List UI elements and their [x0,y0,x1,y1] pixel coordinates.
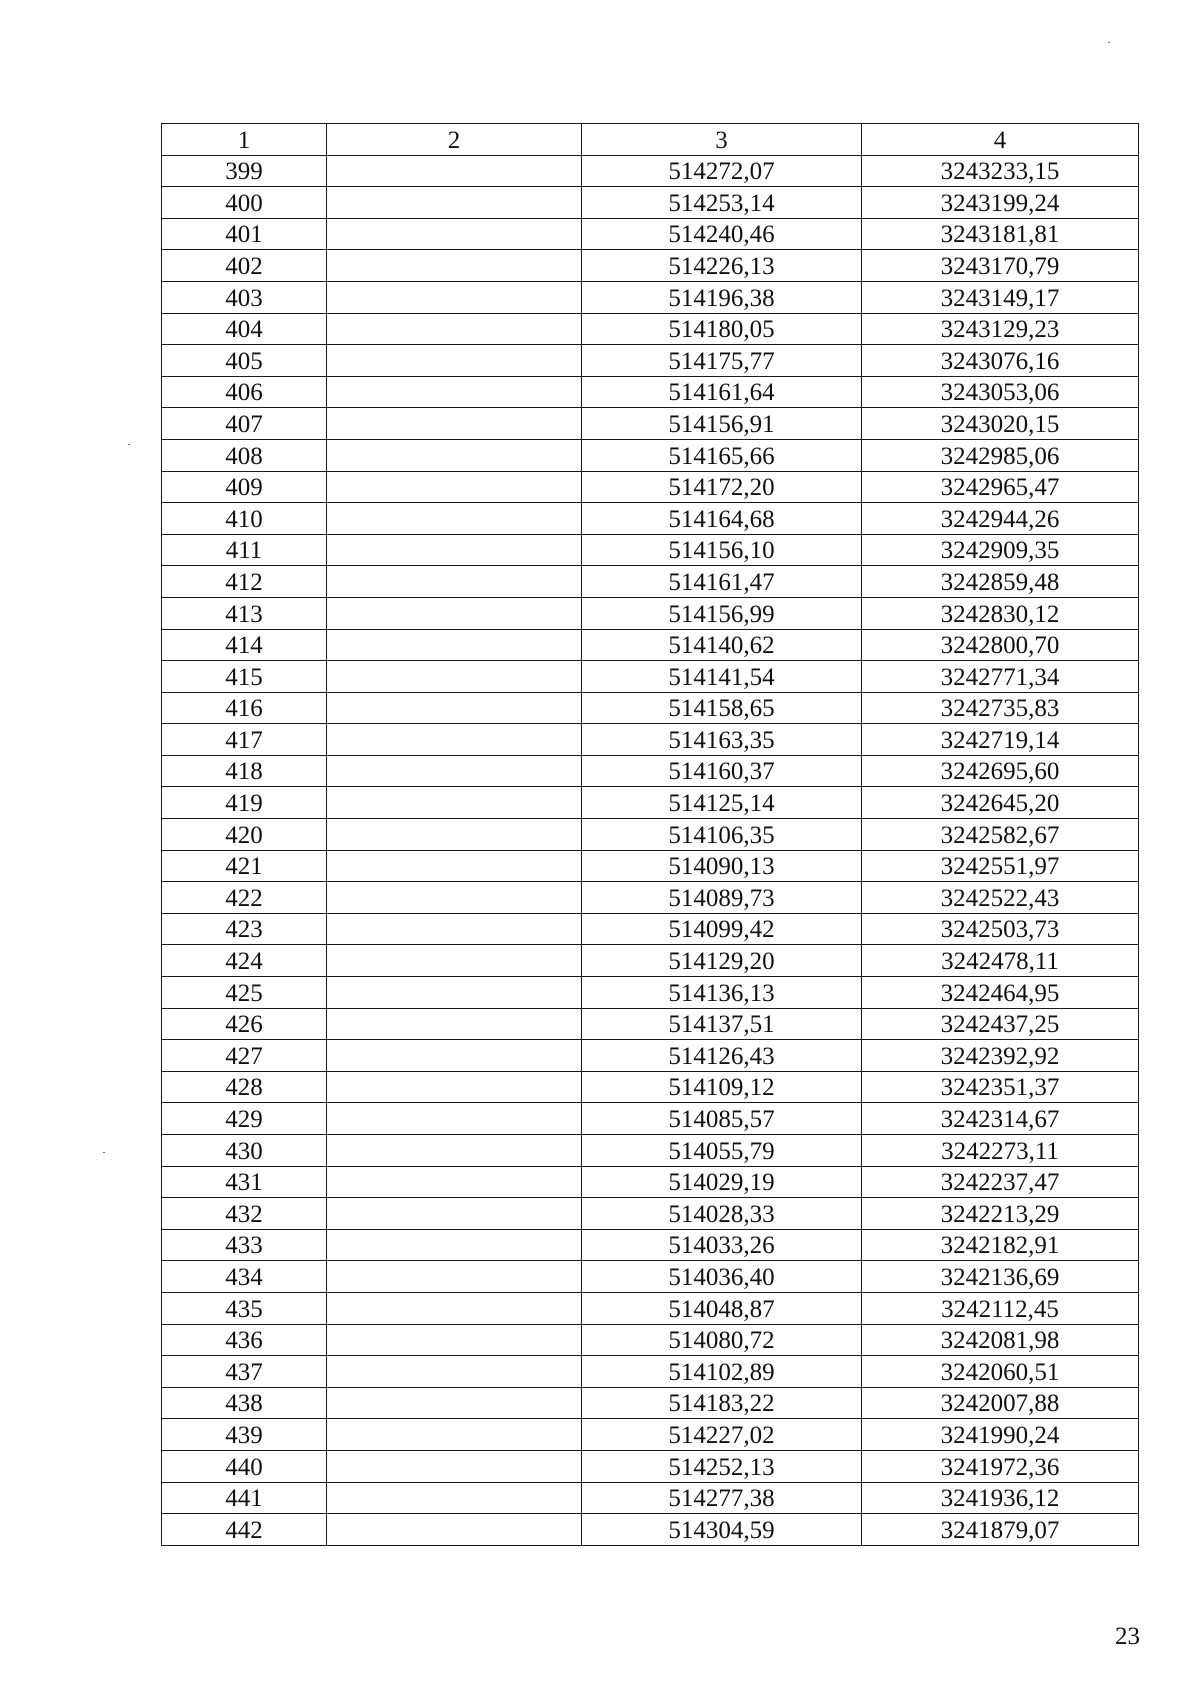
empty-cell [327,376,582,408]
point-number-cell: 413 [162,597,327,629]
table-body [162,155,1139,1545]
coordinates-table [161,123,1139,1546]
point-number-cell: 414 [162,629,327,661]
x-coordinate-cell: 514172,20 [582,471,862,503]
table-row [162,439,1139,471]
table-row [162,1103,1139,1135]
table-row [162,1166,1139,1198]
point-number-cell: 419 [162,787,327,819]
table-row [162,1356,1139,1388]
x-coordinate-cell: 514160,37 [582,755,862,787]
x-coordinate-cell: 514106,35 [582,819,862,851]
table-row [162,850,1139,882]
empty-cell [327,1008,582,1040]
empty-cell [327,345,582,377]
x-coordinate-cell: 514125,14 [582,787,862,819]
y-coordinate-cell: 3242437,25 [862,1008,1139,1040]
table-row [162,1229,1139,1261]
x-coordinate-cell: 514175,77 [582,345,862,377]
table-row [162,503,1139,535]
x-coordinate-cell: 514089,73 [582,882,862,914]
y-coordinate-cell: 3241879,07 [862,1514,1139,1546]
y-coordinate-cell: 3242136,69 [862,1261,1139,1293]
point-number-cell: 433 [162,1229,327,1261]
point-number-cell: 441 [162,1482,327,1514]
x-coordinate-cell: 514240,46 [582,218,862,250]
empty-cell [327,313,582,345]
empty-cell [327,755,582,787]
x-coordinate-cell: 514028,33 [582,1198,862,1230]
empty-cell [327,850,582,882]
scan-speck [1108,42,1110,43]
y-coordinate-cell: 3242551,97 [862,850,1139,882]
point-number-cell: 432 [162,1198,327,1230]
empty-cell [327,1198,582,1230]
table-row [162,534,1139,566]
table-row [162,1008,1139,1040]
empty-cell [327,1356,582,1388]
y-coordinate-cell: 3243020,15 [862,408,1139,440]
table-row [162,1261,1139,1293]
table-row [162,913,1139,945]
y-coordinate-cell: 3242645,20 [862,787,1139,819]
x-coordinate-cell: 514163,35 [582,724,862,756]
table-row [162,218,1139,250]
table-row [162,977,1139,1009]
table-row [162,1198,1139,1230]
point-number-cell: 434 [162,1261,327,1293]
empty-cell [327,1514,582,1546]
empty-cell [327,724,582,756]
point-number-cell: 411 [162,534,327,566]
x-coordinate-cell: 514272,07 [582,155,862,187]
scan-speck [128,444,130,445]
point-number-cell: 431 [162,1166,327,1198]
empty-cell [327,1482,582,1514]
x-coordinate-cell: 514180,05 [582,313,862,345]
y-coordinate-cell: 3242182,91 [862,1229,1139,1261]
x-coordinate-cell: 514126,43 [582,1040,862,1072]
y-coordinate-cell: 3242719,14 [862,724,1139,756]
point-number-cell: 421 [162,850,327,882]
x-coordinate-cell: 514033,26 [582,1229,862,1261]
y-coordinate-cell: 3241990,24 [862,1419,1139,1451]
empty-cell [327,597,582,629]
empty-cell [327,534,582,566]
point-number-cell: 423 [162,913,327,945]
y-coordinate-cell: 3242735,83 [862,692,1139,724]
table-row [162,724,1139,756]
empty-cell [327,1071,582,1103]
y-coordinate-cell: 3243181,81 [862,218,1139,250]
x-coordinate-cell: 514085,57 [582,1103,862,1135]
table-row [162,408,1139,440]
empty-cell [327,250,582,282]
x-coordinate-cell: 514141,54 [582,661,862,693]
empty-cell [327,882,582,914]
table-row [162,471,1139,503]
y-coordinate-cell: 3242112,45 [862,1292,1139,1324]
y-coordinate-cell: 3243053,06 [862,376,1139,408]
empty-cell [327,281,582,313]
empty-cell [327,1103,582,1135]
x-coordinate-cell: 514277,38 [582,1482,862,1514]
y-coordinate-cell: 3242213,29 [862,1198,1139,1230]
point-number-cell: 415 [162,661,327,693]
point-number-cell: 404 [162,313,327,345]
empty-cell [327,1040,582,1072]
empty-cell [327,1387,582,1419]
x-coordinate-cell: 514036,40 [582,1261,862,1293]
y-coordinate-cell: 3242582,67 [862,819,1139,851]
y-coordinate-cell: 3242351,37 [862,1071,1139,1103]
y-coordinate-cell: 3242800,70 [862,629,1139,661]
empty-cell [327,1166,582,1198]
point-number-cell: 426 [162,1008,327,1040]
table-row [162,313,1139,345]
y-coordinate-cell: 3242007,88 [862,1387,1139,1419]
y-coordinate-cell: 3242859,48 [862,566,1139,598]
empty-cell [327,692,582,724]
x-coordinate-cell: 514136,13 [582,977,862,1009]
column-header-3: 3 [582,124,862,156]
point-number-cell: 442 [162,1514,327,1546]
point-number-cell: 437 [162,1356,327,1388]
empty-cell [327,1229,582,1261]
empty-cell [327,187,582,219]
y-coordinate-cell: 3242909,35 [862,534,1139,566]
y-coordinate-cell: 3241972,36 [862,1450,1139,1482]
point-number-cell: 439 [162,1419,327,1451]
x-coordinate-cell: 514164,68 [582,503,862,535]
empty-cell [327,1450,582,1482]
table-row [162,187,1139,219]
table-row [162,755,1139,787]
empty-cell [327,155,582,187]
point-number-cell: 429 [162,1103,327,1135]
table-row [162,1482,1139,1514]
empty-cell [327,787,582,819]
scan-speck [103,1152,105,1153]
empty-cell [327,819,582,851]
y-coordinate-cell: 3242314,67 [862,1103,1139,1135]
x-coordinate-cell: 514196,38 [582,281,862,313]
point-number-cell: 435 [162,1292,327,1324]
x-coordinate-cell: 514226,13 [582,250,862,282]
y-coordinate-cell: 3242273,11 [862,1135,1139,1167]
x-coordinate-cell: 514048,87 [582,1292,862,1324]
table-row [162,661,1139,693]
point-number-cell: 438 [162,1387,327,1419]
table-row [162,250,1139,282]
x-coordinate-cell: 514156,99 [582,597,862,629]
point-number-cell: 436 [162,1324,327,1356]
x-coordinate-cell: 514102,89 [582,1356,862,1388]
point-number-cell: 418 [162,755,327,787]
x-coordinate-cell: 514158,65 [582,692,862,724]
table-row [162,597,1139,629]
y-coordinate-cell: 3242522,43 [862,882,1139,914]
x-coordinate-cell: 514090,13 [582,850,862,882]
x-coordinate-cell: 514165,66 [582,439,862,471]
column-header-2: 2 [327,124,582,156]
empty-cell [327,977,582,1009]
x-coordinate-cell: 514156,91 [582,408,862,440]
empty-cell [327,1261,582,1293]
y-coordinate-cell: 3242478,11 [862,945,1139,977]
empty-cell [327,439,582,471]
point-number-cell: 424 [162,945,327,977]
empty-cell [327,1324,582,1356]
point-number-cell: 406 [162,376,327,408]
x-coordinate-cell: 514183,22 [582,1387,862,1419]
x-coordinate-cell: 514161,47 [582,566,862,598]
empty-cell [327,661,582,693]
point-number-cell: 440 [162,1450,327,1482]
y-coordinate-cell: 3243129,23 [862,313,1139,345]
empty-cell [327,945,582,977]
empty-cell [327,1419,582,1451]
table-row [162,566,1139,598]
table-row [162,1514,1139,1546]
table-row [162,692,1139,724]
point-number-cell: 420 [162,819,327,851]
column-header-1: 1 [162,124,327,156]
table-row [162,882,1139,914]
point-number-cell: 409 [162,471,327,503]
y-coordinate-cell: 3242771,34 [862,661,1139,693]
x-coordinate-cell: 514129,20 [582,945,862,977]
y-coordinate-cell: 3242944,26 [862,503,1139,535]
y-coordinate-cell: 3242503,73 [862,913,1139,945]
point-number-cell: 417 [162,724,327,756]
x-coordinate-cell: 514140,62 [582,629,862,661]
empty-cell [327,629,582,661]
point-number-cell: 416 [162,692,327,724]
table-row [162,281,1139,313]
point-number-cell: 422 [162,882,327,914]
x-coordinate-cell: 514252,13 [582,1450,862,1482]
point-number-cell: 401 [162,218,327,250]
y-coordinate-cell: 3242985,06 [862,439,1139,471]
x-coordinate-cell: 514137,51 [582,1008,862,1040]
point-number-cell: 430 [162,1135,327,1167]
point-number-cell: 412 [162,566,327,598]
table-row [162,1419,1139,1451]
x-coordinate-cell: 514161,64 [582,376,862,408]
empty-cell [327,408,582,440]
x-coordinate-cell: 514253,14 [582,187,862,219]
y-coordinate-cell: 3243170,79 [862,250,1139,282]
point-number-cell: 407 [162,408,327,440]
y-coordinate-cell: 3242237,47 [862,1166,1139,1198]
point-number-cell: 402 [162,250,327,282]
point-number-cell: 403 [162,281,327,313]
empty-cell [327,1135,582,1167]
x-coordinate-cell: 514029,19 [582,1166,862,1198]
y-coordinate-cell: 3243199,24 [862,187,1139,219]
empty-cell [327,913,582,945]
table-row [162,376,1139,408]
point-number-cell: 427 [162,1040,327,1072]
y-coordinate-cell: 3243233,15 [862,155,1139,187]
table-row [162,155,1139,187]
column-header-4: 4 [862,124,1139,156]
point-number-cell: 399 [162,155,327,187]
y-coordinate-cell: 3242060,51 [862,1356,1139,1388]
x-coordinate-cell: 514099,42 [582,913,862,945]
point-number-cell: 425 [162,977,327,1009]
y-coordinate-cell: 3241936,12 [862,1482,1139,1514]
table-row [162,1324,1139,1356]
table-row [162,1040,1139,1072]
page-number: 23 [1115,1623,1140,1650]
table-row [162,345,1139,377]
y-coordinate-cell: 3243076,16 [862,345,1139,377]
table-row [162,787,1139,819]
table-row [162,819,1139,851]
x-coordinate-cell: 514109,12 [582,1071,862,1103]
table-row [162,1071,1139,1103]
x-coordinate-cell: 514156,10 [582,534,862,566]
table-row [162,1450,1139,1482]
empty-cell [327,471,582,503]
empty-cell [327,218,582,250]
empty-cell [327,566,582,598]
point-number-cell: 410 [162,503,327,535]
y-coordinate-cell: 3242464,95 [862,977,1139,1009]
point-number-cell: 428 [162,1071,327,1103]
table-row [162,629,1139,661]
y-coordinate-cell: 3243149,17 [862,281,1139,313]
y-coordinate-cell: 3242830,12 [862,597,1139,629]
point-number-cell: 400 [162,187,327,219]
table-row [162,1387,1139,1419]
y-coordinate-cell: 3242392,92 [862,1040,1139,1072]
y-coordinate-cell: 3242695,60 [862,755,1139,787]
x-coordinate-cell: 514055,79 [582,1135,862,1167]
y-coordinate-cell: 3242965,47 [862,471,1139,503]
x-coordinate-cell: 514080,72 [582,1324,862,1356]
table-row [162,945,1139,977]
x-coordinate-cell: 514304,59 [582,1514,862,1546]
point-number-cell: 405 [162,345,327,377]
point-number-cell: 408 [162,439,327,471]
y-coordinate-cell: 3242081,98 [862,1324,1139,1356]
table-row [162,1292,1139,1324]
table-header-row [162,124,1139,156]
empty-cell [327,503,582,535]
table-row [162,1135,1139,1167]
x-coordinate-cell: 514227,02 [582,1419,862,1451]
empty-cell [327,1292,582,1324]
